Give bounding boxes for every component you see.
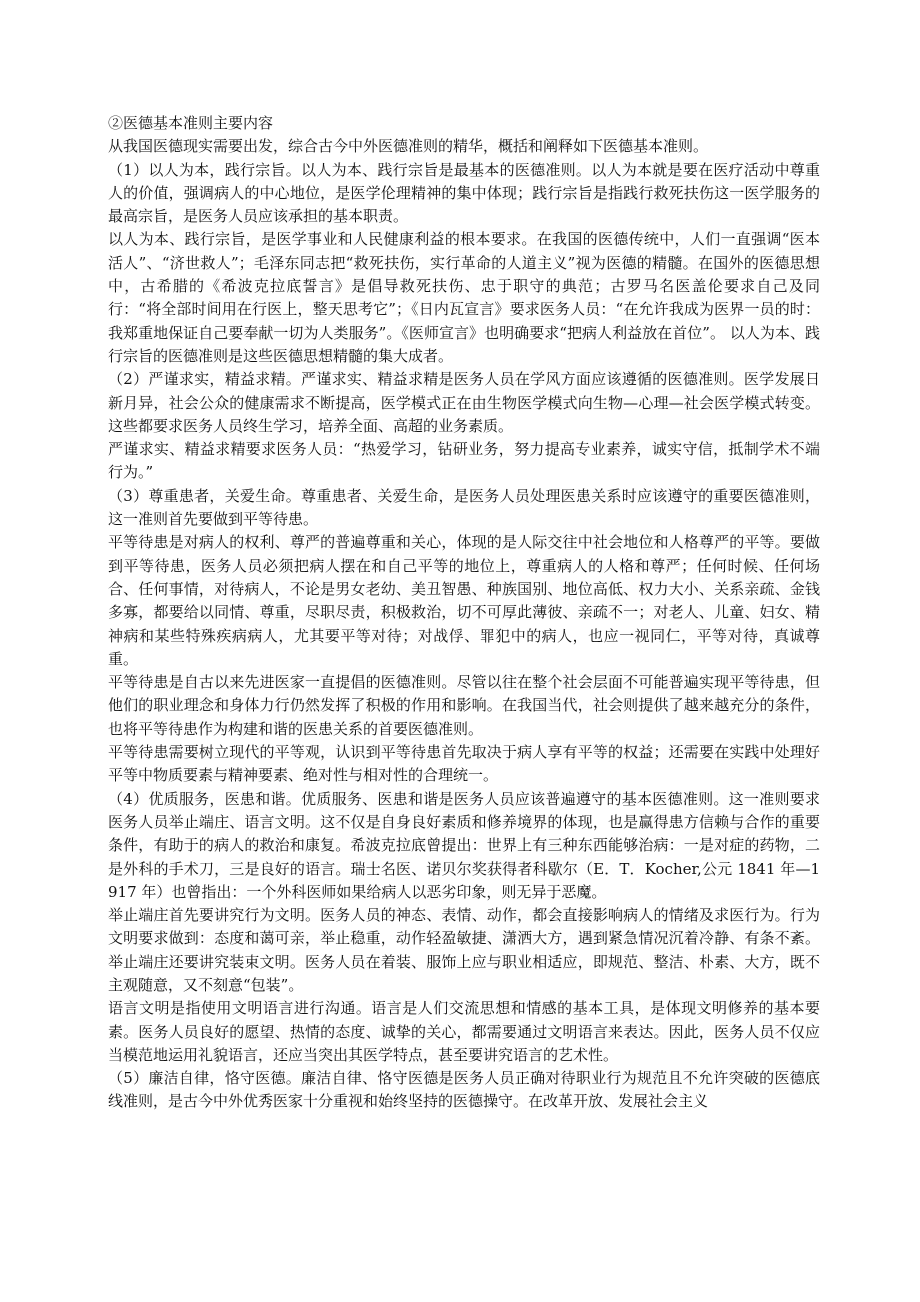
language-civility-paragraph: 语言文明是指使用文明语言进行沟通。语言是人们交流思想和情感的基本工具，是体现文明修养的基本要素。医务人员良好的愿望、热情的态度、诚挚的关心，都需要通过文明语言来表达。因此，医务人员不仅应当模范地运用礼貌语言，还应当突出其医学特点，甚至要讲究语言的艺术性。: [108, 999, 820, 1064]
section-heading: ②医德基本准则主要内容: [108, 114, 274, 132]
principle-3-paragraph: （3）尊重患者，关爱生命。尊重患者、关爱生命，是医务人员处理医患关系时应该遵守的重要医德准则，这一准则首先要做到平等待患。: [108, 486, 820, 529]
equal-treatment-view-paragraph: 平等待患需要树立现代的平等观，认识到平等待患首先取决于病人享有平等的权益；还需要在实践中处理好平等中物质要素与精神要素、绝对性与相对性的合理统一。: [108, 743, 820, 785]
equal-treatment-paragraph: 平等待患是对病人的权利、尊严的普遍尊重和关心，体现的是人际交往中社会地位和人格尊严的平等。要做到平等待患，医务人员必须把病人摆在和自己平等的地位上，尊重病人的人格和尊严；任何时候、任何场合、任何事情，对待病人，不论是男女老幼、美丑智愚、种族国别、地位高低、权力大小、关系亲疏、金钱多寡，都要给以同情、尊重，尽职尽责，积极救治，切不可厚此薄彼、亲疏不一；对老人、儿童、妇女、精神病和某些特殊疾病病人，尤其要平等对待；对战俘、罪犯中的病人，也应一视同仁，平等对待，真诚尊重。: [108, 533, 820, 668]
principle-2-paragraph: （2）严谨求实，精益求精。严谨求实、精益求精是医务人员在学风方面应该遵循的医德准则。医学发展日新月异，社会公众的健康需求不断提高，医学模式正在由生物医学模式向生物—心理—社会医学模式转变。这些都要求医务人员终生学习，培养全面、高超的业务素质。: [108, 370, 820, 435]
document-page: [108, 112, 820, 1114]
behavior-civility-paragraph: 举止端庄首先要讲究行为文明。医务人员的神态、表情、动作，都会直接影响病人的情绪及求医行为。行为文明要求做到：态度和蔼可亲，举止稳重，动作轻盈敏捷、潇洒大方，遇到紧急情况沉着冷静、有条不紊。举止端庄还要讲究装束文明。医务人员在着装、服饰上应与职业相适应，即规范、整洁、朴素、大方，既不主观随意，又不刻意“包装”。: [108, 906, 820, 994]
principle-2-detail-paragraph: 严谨求实、精益求精要求医务人员：“热爱学习，钻研业务，努力提高专业素养，诚实守信，抵制学术不端行为。”: [108, 440, 820, 482]
equal-treatment-history-paragraph: 平等待患是自古以来先进医家一直提倡的医德准则。尽管以往在整个社会层面不可能普遍实现平等待患，但他们的职业理念和身体力行仍然发挥了积极的作用和影响。在我国当代，社会则提供了越来越充分的条件，也将平等待患作为构建和谐的医患关系的首要医德准则。: [108, 673, 820, 738]
principle-5-paragraph: （5）廉洁自律，恪守医德。廉洁自律、恪守医德是医务人员正确对待职业行为规范且不允许突破的医德底线准则，是古今中外优秀医家十分重视和始终坚持的医德操守。在改革开放、发展社会主义: [108, 1069, 820, 1111]
principle-1-paragraph: （1）以人为本，践行宗旨。以人为本、践行宗旨是最基本的医德准则。以人为本就是要在医疗活动中尊重人的价值，强调病人的中心地位，是医学伦理精神的集中体现；践行宗旨是指践行救死扶伤这一医学服务的最高宗旨，是医务人员应该承担的基本职责。: [108, 160, 820, 226]
principle-4-paragraph: （4）优质服务，医患和谐。优质服务、医患和谐是医务人员应该普遍遵守的基本医德准则。这一准则要求医务人员举止端庄、语言文明。这不仅是自身良好素质和修养境界的体现，也是赢得患方信赖与合作的重要条件，有助于的病人的救治和康复。希波克拉底曾提出：世界上有三种东西能够治病：一是对症的药物，二是外科的手术刀，三是良好的语言。瑞士名医、诺贝尔奖获得者科歇尔（E．T．Kocher,公元 1841 年—1917 年）也曾指出：一个外科医师如果给病人以恶劣印象，则无异于恶魔。: [108, 789, 820, 901]
intro-paragraph: 从我国医德现实需要出发，综合古今中外医德准则的精华，概括和阐释如下医德基本准则。: [108, 137, 709, 156]
principle-1-detail-paragraph: 以人为本、践行宗旨，是医学事业和人民健康利益的根本要求。在我国的医德传统中，人们一直强调“医本活人”、“济世救人”；毛泽东同志把“救死扶伤，实行革命的人道主义”视为医德的精髓。在国外的医德思想中，古希腊的《希波克拉底誓言》是倡导救死扶伤、忠于职守的典范；古罗马名医盖伦要求自己及同行：“将全部时间用在行医上，整天思考它”；《日内瓦宣言》要求医务人员：“在允许我成为医界一员的时：我郑重地保证自己要奉献一切为人类服务”。《医师宣言》也明确要求“把病人利益放在首位”。 以人为本、践行宗旨的医德准则是这些医德思想精髓的集大成者。: [108, 230, 820, 365]
